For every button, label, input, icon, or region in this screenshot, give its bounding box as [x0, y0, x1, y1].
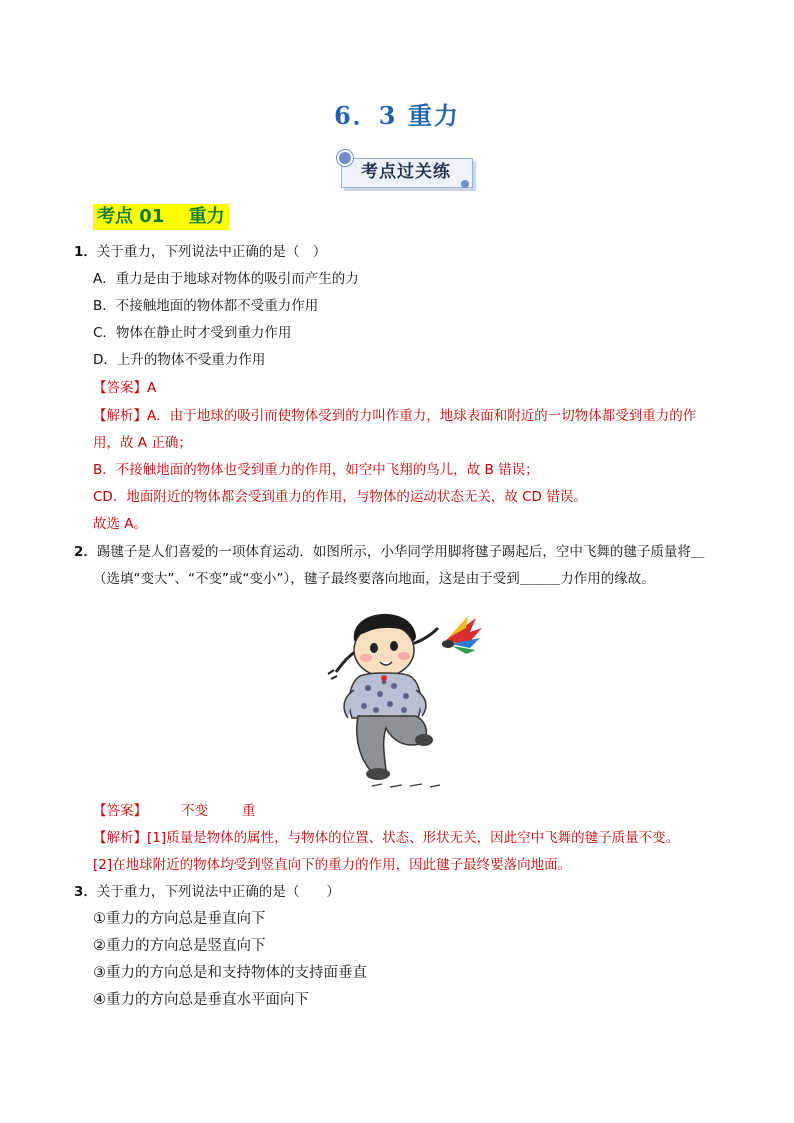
analysis-line: [93, 828, 679, 848]
badge-label: 考点过关练: [361, 162, 451, 182]
analysis-line: 用，故 A 正确；: [93, 435, 192, 451]
answer-line: [93, 378, 156, 398]
analysis-line: B．不接触地面的物体也受到重力的作用，如空中飞翔的鸟儿，故 B 错误；: [93, 462, 539, 478]
answer-blank-1: 不变: [181, 803, 208, 819]
option-b: B．不接触地面的物体都不受重力作用: [93, 298, 319, 314]
badge-banner: [337, 150, 477, 190]
analysis-text: [1]质量是物体的属性，与物体的位置、状态、形状无关，因此空中飞舞的毽子质量不变。: [147, 830, 680, 846]
answer-label: 【答案】: [93, 803, 147, 819]
analysis-line: CD．地面附近的物体都会受到重力的作用，与物体的运动状态无关，故 CD 错误。: [93, 489, 587, 505]
statement-2: ②重力的方向总是竖直向下: [93, 938, 266, 954]
answer-blank-2: 重: [242, 803, 256, 819]
pin-icon: [337, 150, 353, 166]
analysis-line: 故选 A。: [93, 516, 148, 532]
dot-icon: [461, 180, 469, 188]
answer-line: [93, 801, 256, 821]
statement-1: ①重力的方向总是垂直向下: [93, 911, 266, 927]
page-title: 6．3 重力: [334, 101, 460, 130]
question-text: 踢毽子是人们喜爱的一项体育运动．如图所示，小华同学用脚将毽子踢起后，空中飞舞的毽子质量将＿: [96, 544, 705, 560]
statement-4: ④重力的方向总是垂直水平面向下: [93, 992, 309, 1008]
analysis-label: 【解析】: [93, 830, 147, 846]
option-a: A．重力是由于地球对物体的吸引而产生的力: [93, 271, 359, 287]
question-number: 3．: [74, 884, 97, 900]
question-text: 关于重力，下列说法中正确的是（ ）: [96, 884, 340, 900]
answer-value: A: [147, 380, 157, 396]
question-text: 关于重力，下列说法中正确的是（ ）: [96, 244, 327, 260]
statement-3: ③重力的方向总是和支持物体的支持面垂直: [93, 965, 367, 981]
shuttlecock-kicking-illustration: [320, 598, 485, 793]
analysis-label: 【解析】: [93, 408, 147, 424]
shuttlecock-icon: [442, 616, 482, 654]
analysis-text: A．由于地球的吸引而使物体受到的力叫作重力，地球表面和附近的一切物体都受到重力的作: [147, 408, 697, 424]
question-1-stem: [74, 242, 326, 262]
question-2-stem: [74, 542, 704, 562]
question-text: （选填“变大”、“不变”或“变小”），毽子最终要落向地面，这是由于受到＿＿＿力作用的缘故。: [93, 571, 655, 587]
option-d: D．上升的物体不受重力作用: [93, 352, 266, 368]
question-number: 1．: [74, 244, 97, 260]
analysis-line: [2]在地球附近的物体均受到竖直向下的重力的作用，因此毽子最终要落向地面。: [93, 857, 572, 873]
answer-label: 【答案】: [93, 380, 147, 396]
analysis-line: [93, 406, 696, 426]
option-c: C．物体在静止时才受到重力作用: [93, 325, 292, 341]
question-3-stem: [74, 882, 340, 902]
section-heading: 考点 01 重力: [93, 204, 229, 230]
question-number: 2．: [74, 544, 97, 560]
